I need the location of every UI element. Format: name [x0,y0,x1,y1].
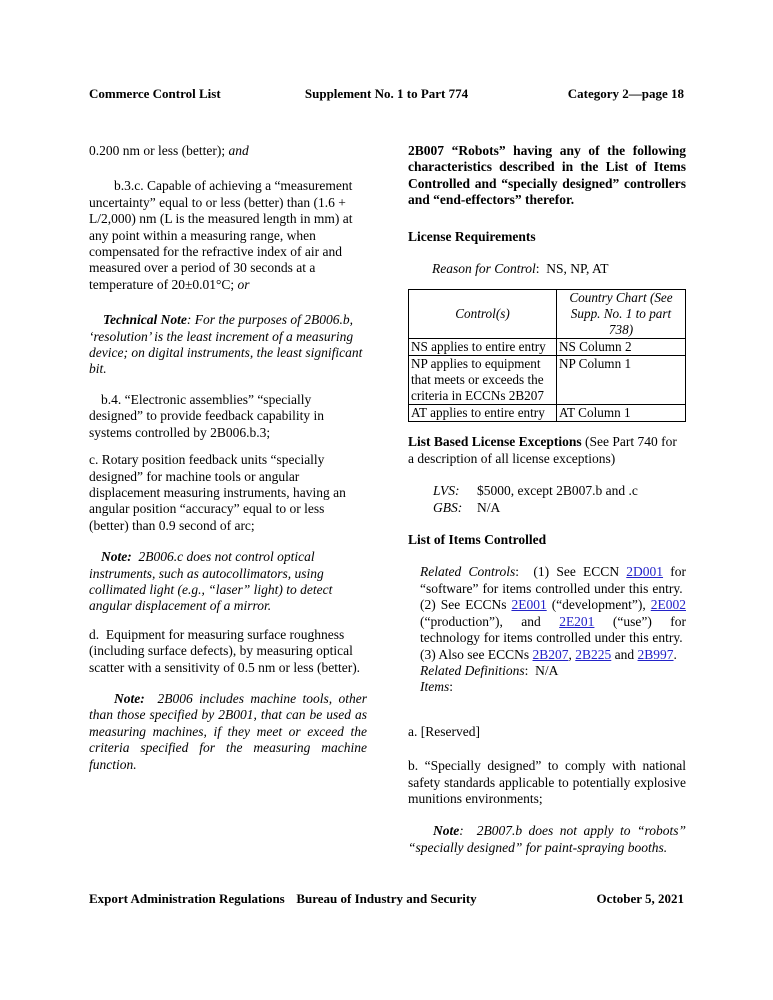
link-2B207[interactable]: 2B207 [532,646,569,662]
gbs-key [433,500,477,516]
related-controls-block [420,564,686,695]
note-label: Note [433,823,460,839]
related-definitions-label: Related Definitions [420,662,525,678]
table-cell-control: NS applies to entire entry [409,339,557,356]
link-2E002[interactable]: 2E002 [650,597,686,613]
text-run: b.4. “Electronic assemblies” “specially designed” to provide feedback capability in systems controlled by 2B006.b.3; [89,391,325,440]
footer-bureau: Bureau of Industry and Security [296,891,477,906]
lvs-value: $5000, except 2B007.b and .c [477,483,638,499]
text-run: (See Part 740 for a description of all license exceptions) [408,434,677,466]
technical-note-label: Technical Note [103,312,187,328]
note-2b006 [89,691,367,773]
text-run: (“development”), [546,597,651,613]
gbs-label: GBS [433,499,458,515]
license-exceptions-bold: List Based License Exceptions [408,434,582,450]
lvs-key [433,483,477,499]
reason-for-control-line [408,261,686,277]
text-run: . [673,646,677,662]
lvs-label: LVS [433,483,456,499]
text-run: (“production”), and [420,613,560,629]
items-colon: : [449,679,454,695]
table-cell-chart: NS Column 2 [557,339,686,356]
paragraph-continuation [89,143,367,159]
header-supplement: Supplement No. 1 to Part 774 [304,86,469,101]
link-2B225[interactable]: 2B225 [575,646,612,662]
left-column [89,143,367,788]
related-controls-label: Related Controls [420,564,516,580]
note-2b006c [89,549,367,615]
text-run: for “software” for items controlled under this entry. (2) See ECCNs [420,564,686,613]
table-header-country-chart: Country Chart (See Supp. No. 1 to part 738) [557,290,686,339]
header-category-page: Category 2—page 18 [567,86,684,101]
items-label: Items [420,679,450,695]
link-2E001[interactable]: 2E001 [511,597,547,613]
paragraph-b3c [89,178,367,293]
text-run: 2B006 includes machine tools, other than those specified by 2B001, that can be used as measuring machines, if they meet or exceed the criteria specified for the measuring machine function. [89,690,367,772]
country-chart-table [408,289,686,422]
lvs-line [433,483,686,499]
item-a: a. [Reserved] [408,723,480,739]
text-run: 2B006.c does not control optical instruments, such as autocollimators, using collimated light (e.g., “laser” light) to detect angular displacement of a mirror. [89,549,333,614]
gbs-colon: : [457,499,463,515]
gbs-line [433,500,686,516]
table-header-controls: Control(s) [409,290,557,339]
table-row-ns [409,339,686,356]
right-column [408,143,686,871]
text-run: b.3.c. Capable of achieving a “measurement uncertainty” equal to or less (better) than (1.6 + L/2,000) nm (L is the measured length in mm) at any point within a measuring range, when compensated for the refractive index of air and measured over a period of 30 seconds at a temperature of 20±0.01°C; [89,178,353,292]
page-header [89,86,684,101]
table-header-row [409,290,686,339]
table-row-np [409,356,686,405]
table-cell-control: NP applies to equipment that meets or exceeds the criteria in ECCNs 2B207 [409,356,557,405]
footer-date: October 5, 2021 [596,891,684,906]
license-exceptions-heading [408,434,686,467]
text-run: : 2B007.b does not apply to “robots” “specially designed” for paint-spraying booths. [408,823,686,855]
table-cell-chart: NP Column 1 [557,356,686,405]
paragraph-d [89,627,367,676]
gbs-value: N/A [477,499,501,515]
link-2E201[interactable]: 2E201 [559,613,595,629]
link-2D001[interactable]: 2D001 [626,564,664,580]
license-requirements-heading: License Requirements [408,228,536,244]
note-label: Note: [114,690,145,706]
footer-regulations: Export Administration Regulations [89,891,285,906]
text-run: : For the purposes of 2B006.b, ‘resolution’ is the least increment of a measuring device; on digital instruments, the least significant bit. [89,312,363,377]
header-doc-title: Commerce Control List [89,86,221,101]
table-cell-control: AT applies to entire entry [409,405,557,422]
text-run: , [568,646,576,662]
reason-for-control-value: : NS, NP, AT [535,261,609,277]
reason-for-control-label: Reason for Control [432,261,536,277]
text-run: and [611,646,638,662]
text-run: d. Equipment for measuring surface roughness (including surface defects), by measuring optical scatter with a sensitivity of 0.5 nm or less (better). [89,626,361,675]
eccn-2b007-heading: 2B007 “Robots” having any of the following characteristics described in the List of Items Controlled and “specially designed” controllers and “end-effectors” therefor. [408,143,686,208]
text-run-italic: and [228,143,249,158]
text-run: : (1) See ECCN [515,564,627,580]
related-definitions-line [420,663,686,679]
paragraph-b4 [89,392,367,441]
page-footer [89,891,684,906]
license-exceptions-list [433,483,686,516]
related-controls-paragraph [420,564,686,662]
paragraph-c [89,452,367,534]
technical-note [89,312,367,378]
link-2B997[interactable]: 2B997 [637,646,674,662]
note-label: Note: [101,549,132,565]
text-run-italic: or [237,276,250,292]
related-definitions-value: : N/A [524,662,559,678]
items-line [420,679,686,695]
note-2b007b [408,823,686,856]
text-run: (“use”) for technology for items controlled under this entry. (3) Also see ECCNs [420,613,686,662]
item-b: b. “Specially designed” to comply with national safety standards applicable to potentially explosive munitions environments; [408,758,686,806]
lvs-colon: : [455,483,460,499]
list-of-items-heading: List of Items Controlled [408,532,547,548]
text-run: 0.200 nm or less (better); [89,143,229,158]
table-row-at [409,405,686,422]
text-run: c. Rotary position feedback units “specially designed” for machine tools or angular displacement measuring instruments, having an angular position “accuracy” equal to or less (better) than 0.9 second of arc; [89,452,346,533]
table-cell-chart: AT Column 1 [557,405,686,422]
